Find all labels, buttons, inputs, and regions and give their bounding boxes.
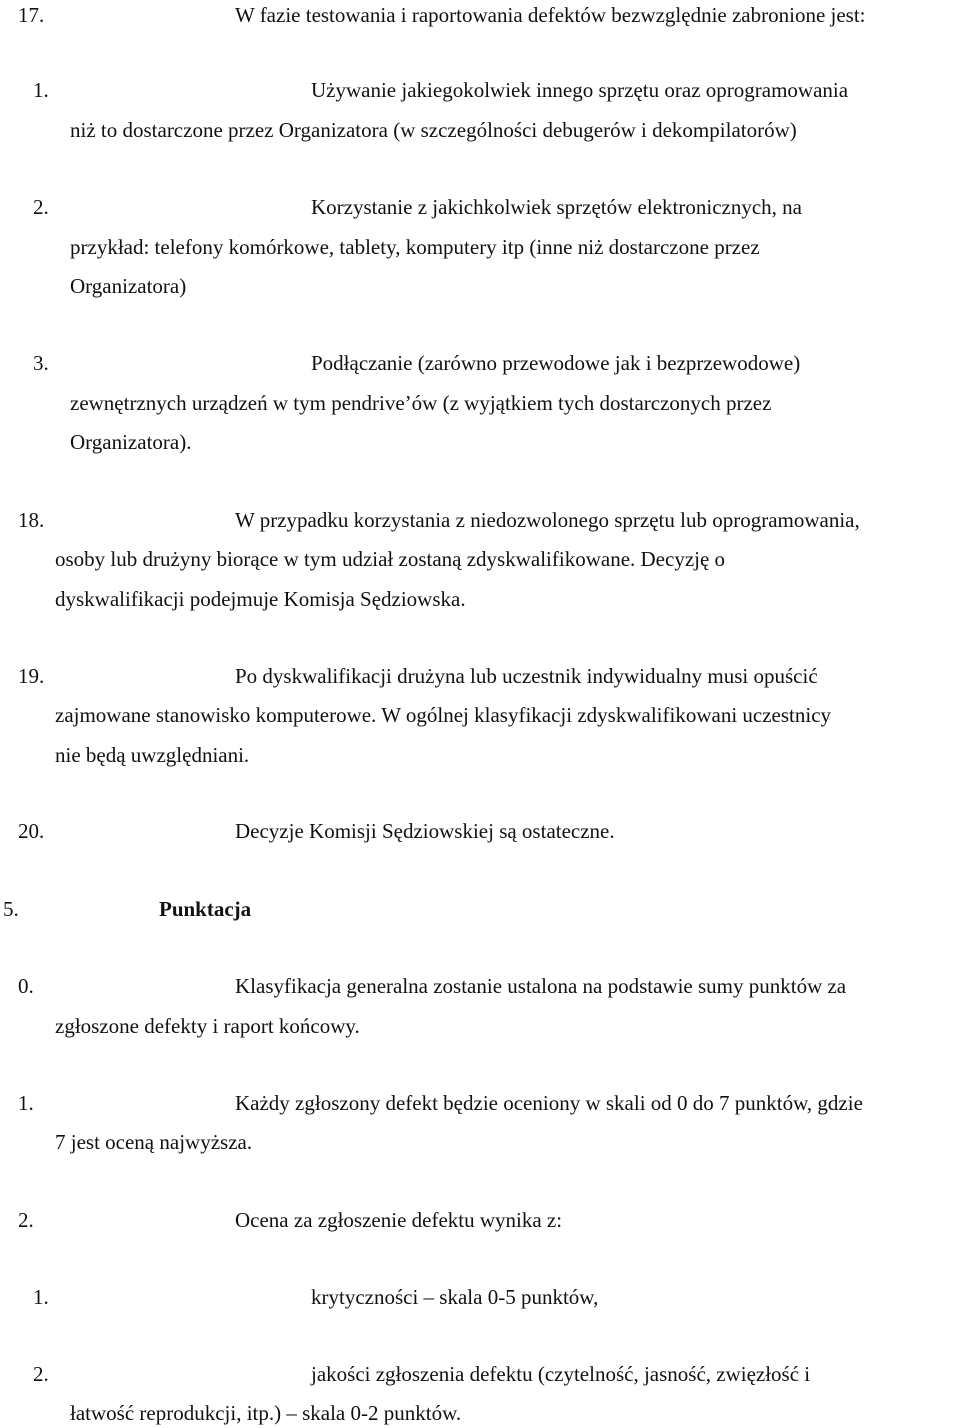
item-number: 1. xyxy=(33,78,49,102)
item-text-line: Decyzje Komisji Sędziowskiej są ostateczne. xyxy=(235,819,615,843)
section-title: Punktacja xyxy=(159,897,252,921)
item-text-line: W fazie testowania i raportowania defektów bezwzględnie zabronione jest: xyxy=(235,3,866,27)
item-text-line: zgłoszone defekty i raport końcowy. xyxy=(55,1014,360,1038)
item-text-line: 7 jest oceną najwyższa. xyxy=(55,1130,253,1154)
item-number: 3. xyxy=(33,351,49,375)
item-text-line: Korzystanie z jakichkolwiek sprzętów elektronicznych, na xyxy=(311,195,802,219)
item-number: 2. xyxy=(33,1362,49,1386)
item-text-line: Używanie jakiegokolwiek innego sprzętu oraz oprogramowania xyxy=(311,78,849,102)
item-text-line: niż to dostarczone przez Organizatora (w szczególności debugerów i dekompilatorów) xyxy=(70,118,797,142)
item-number: 2. xyxy=(33,195,49,219)
item-text-line: Klasyfikacja generalna zostanie ustalona na podstawie sumy punktów za xyxy=(235,974,847,998)
item-text-line: Organizatora). xyxy=(70,430,192,454)
item-text-line: Po dyskwalifikacji drużyna lub uczestnik indywidualny musi opuścić xyxy=(235,664,818,688)
item-text-line: zajmowane stanowisko komputerowe. W ogólnej klasyfikacji zdyskwalifikowani uczestnicy xyxy=(55,703,832,727)
item-text-line: Podłączanie (zarówno przewodowe jak i bezprzewodowe) xyxy=(311,351,801,375)
item-number: 18. xyxy=(18,508,45,532)
item-text-line: przykład: telefony komórkowe, tablety, komputery itp (inne niż dostarczone przez xyxy=(70,235,760,259)
item-number: 19. xyxy=(18,664,45,688)
item-text-line: krytyczności – skala 0-5 punktów, xyxy=(311,1285,599,1309)
item-text-line: nie będą uwzględniani. xyxy=(55,743,250,767)
item-number: 20. xyxy=(18,819,45,843)
item-number: 17. xyxy=(18,3,45,27)
item-number: 2. xyxy=(18,1208,34,1232)
item-number: 1. xyxy=(33,1285,49,1309)
item-text-line: Każdy zgłoszony defekt będzie oceniony w skali od 0 do 7 punktów, gdzie xyxy=(235,1091,863,1115)
item-text-line: zewnętrznych urządzeń w tym pendrive’ów (z wyjątkiem tych dostarczonych przez xyxy=(70,391,772,415)
section-number: 5. xyxy=(3,897,19,921)
item-text-line: Ocena za zgłoszenie defektu wynika z: xyxy=(235,1208,563,1232)
item-number: 0. xyxy=(18,974,34,998)
item-text-line: łatwość reprodukcji, itp.) – skala 0-2 punktów. xyxy=(70,1401,462,1425)
item-text-line: jakości zgłoszenia defektu (czytelność, jasność, zwięzłość i xyxy=(311,1362,811,1386)
item-number: 1. xyxy=(18,1091,34,1115)
item-text-line: dyskwalifikacji podejmuje Komisja Sędziowska. xyxy=(55,587,466,611)
item-text-line: Organizatora) xyxy=(70,274,187,298)
item-text-line: osoby lub drużyny biorące w tym udział zostaną zdyskwalifikowane. Decyzję o xyxy=(55,547,726,571)
item-text-line: W przypadku korzystania z niedozwolonego sprzętu lub oprogramowania, xyxy=(235,508,860,532)
